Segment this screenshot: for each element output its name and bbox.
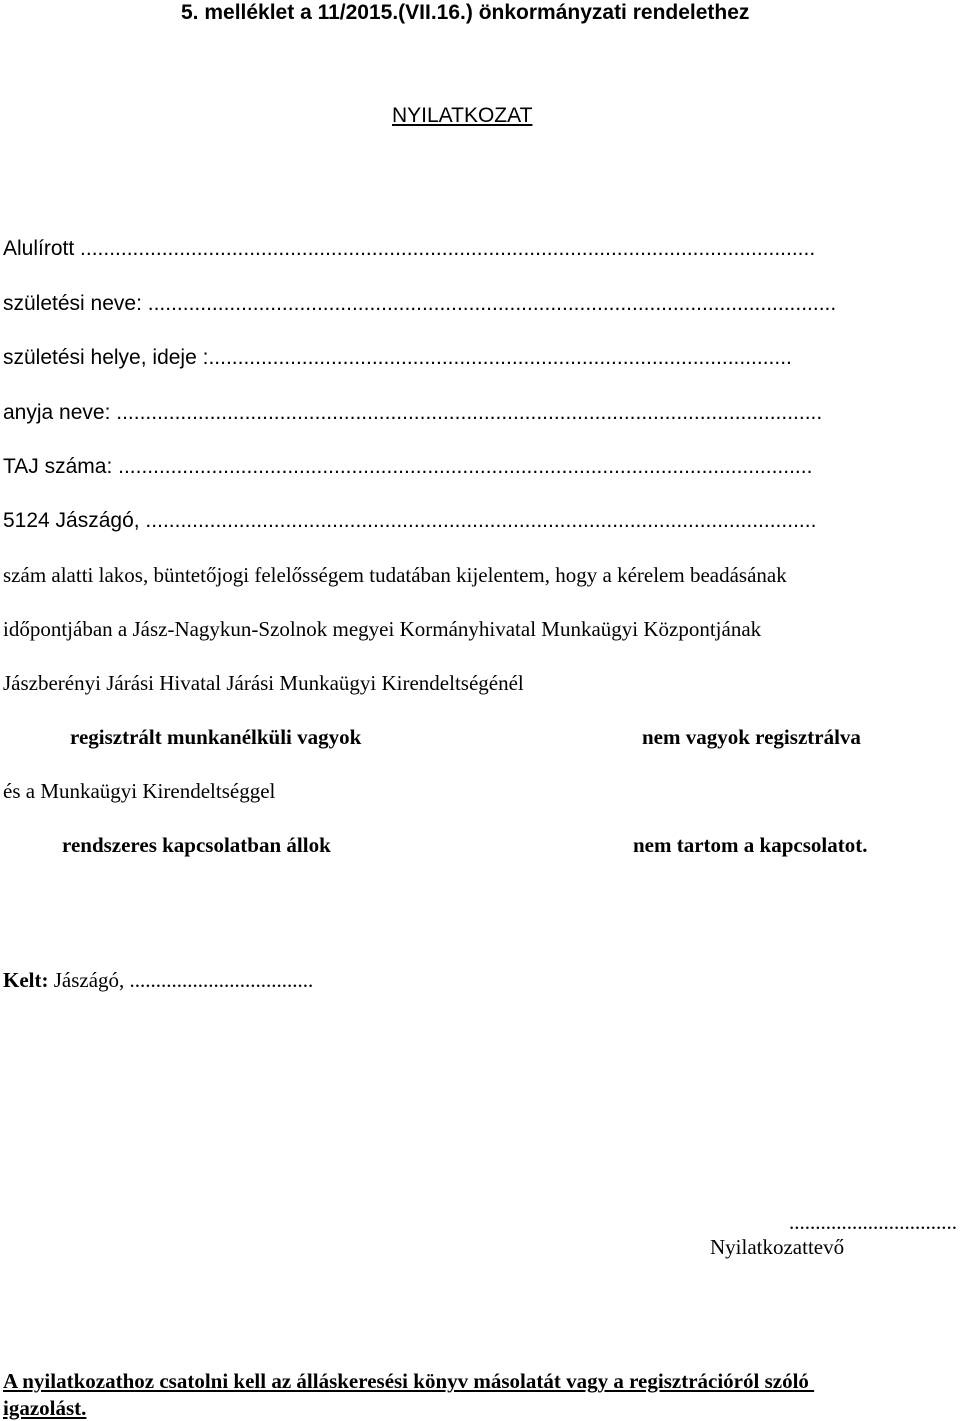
option-regular-contact[interactable]: rendszeres kapcsolatban állok xyxy=(62,833,331,857)
signature-dots: ................................ xyxy=(789,1210,957,1234)
field-undersigned: Alulírott .............................................................................................................................. xyxy=(3,237,816,260)
option-not-registered[interactable]: nem vagyok regisztrálva xyxy=(642,725,861,749)
dated-place: Jászágó, ................................... xyxy=(48,968,314,992)
option-no-contact[interactable]: nem tartom a kapcsolatot. xyxy=(633,833,868,857)
document-title: NYILATKOZAT xyxy=(392,104,533,127)
field-taj-number: TAJ száma: ....................................................................................................................... xyxy=(3,455,813,478)
field-birth-name: születési neve: ...................................................................................................................... xyxy=(3,292,837,315)
body-line-2: időpontjában a Jász-Nagykun-Szolnok megyei Kormányhivatal Munkaügyi Központjának xyxy=(3,617,762,641)
field-address: 5124 Jászágó, ................................................................................................................... xyxy=(3,509,817,532)
body-line-1: szám alatti lakos, büntetőjogi felelősségem tudatában kijelentem, hogy a kérelem beadásának xyxy=(3,563,787,587)
annex-title: 5. melléklet a 11/2015.(VII.16.) önkormányzati rendelethez xyxy=(181,1,750,24)
body-line-3: Jászberényi Járási Hivatal Járási Munkaügyi Kirendeltségénél xyxy=(3,671,524,695)
field-mother-name: anyja neve: ......................................................................................................................... xyxy=(3,401,823,424)
dated-line xyxy=(3,967,313,993)
footnote-line-2: igazolást. xyxy=(3,1396,87,1420)
field-birth-place-date: születési helye, ideje :.................................................................................................... xyxy=(3,346,792,369)
contact-intro: és a Munkaügyi Kirendeltséggel xyxy=(3,779,276,803)
dated-label: Kelt: xyxy=(3,968,49,992)
footnote-line-1: A nyilatkozathoz csatolni kell az álláskeresési könyv másolatát vagy a regisztrációról szóló xyxy=(3,1369,815,1393)
option-registered[interactable]: regisztrált munkanélküli vagyok xyxy=(70,725,362,749)
signature-label: Nyilatkozattevő xyxy=(710,1235,845,1259)
